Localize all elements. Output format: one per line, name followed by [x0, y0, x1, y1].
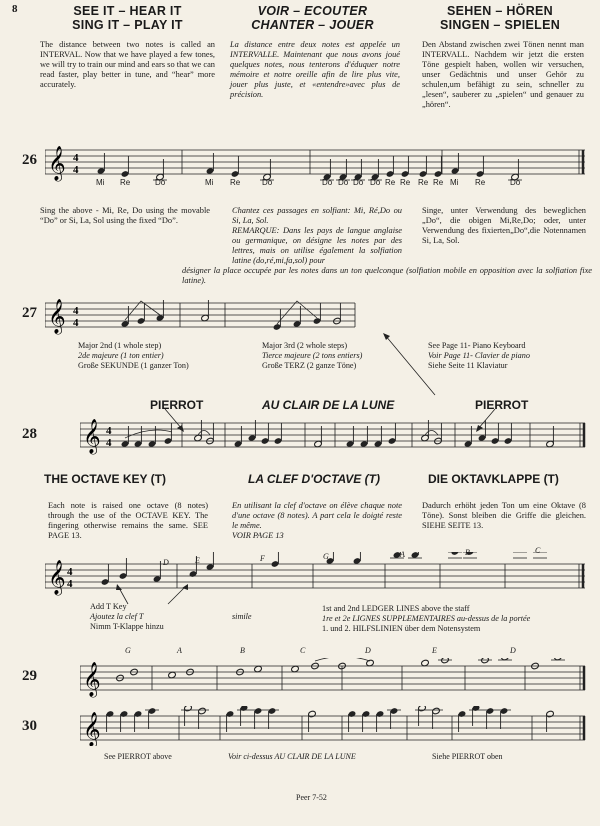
octave-note-name: F — [260, 554, 265, 563]
solfege-syllable: Do — [338, 178, 349, 187]
solfege-syllable: Mi — [450, 178, 459, 187]
octave-text-de: Dadurch erhöht jeden Ton um eine Oktave (8 Töne). Sonst bleiben die Griffe die gleichen. SIEHE SEITE 13. — [422, 501, 586, 530]
pierrot-title-right: PIERROT — [475, 398, 529, 412]
tie — [425, 431, 438, 436]
example-number-27: 27 — [22, 305, 37, 321]
svg-text:4: 4 — [73, 305, 79, 317]
staff-29 — [80, 658, 590, 698]
note-names-29 — [80, 646, 590, 660]
solfege-syllable: Re — [400, 178, 411, 187]
caption-major-2nd-de: Große SEKUNDE (1 ganzer Ton) — [78, 361, 189, 370]
caption-major-2nd-en: Major 2nd (1 whole step) — [78, 341, 162, 350]
de-title-line1: SEHEN – HÖREN — [446, 4, 553, 18]
octave-text-fr-body: En utilisant la clef d'octave on élève chaque note d'une octave (8 notes). A part cela le doigté reste le même. — [232, 501, 402, 530]
octave-key-title-de: DIE OKTAVKLAPPE (T) — [428, 472, 559, 486]
ledger-lines-de: 1. und 2. HILFSLINIEN über dem Notensystem — [322, 624, 481, 633]
add-t-key-en: Add T Key — [90, 602, 127, 611]
example-number-28: 28 — [22, 426, 37, 442]
en-title-line1: SEE IT – HEAR IT — [73, 4, 182, 18]
solfege-syllable: Mi — [205, 178, 214, 187]
caption-major-3rd-de: Große TERZ (2 ganze Töne) — [262, 361, 357, 370]
de-intro-text: Den Abstand zwischen zwei Tönen nennt man INTERVALL. Nachdem wir jetzt die ersten Töne gespielt haben, wollen wir versuchen, unser Gedächtnis und unser Gehör zu schulen,um befähigt zu sein, schneller zu „lesen“, sauberer zu „spielen“ und genauer zu „hören“. — [422, 40, 584, 109]
footnote-en: See PIERROT above — [104, 752, 172, 761]
ledger-lines-en: 1st and 2nd LEDGER LINES above the staff — [322, 604, 470, 613]
caption-piano-de: Siehe Seite 11 Klaviatur — [428, 361, 508, 370]
svg-text:𝄞: 𝄞 — [83, 713, 101, 746]
note-name-29: C — [300, 646, 306, 655]
solfege-syllable: Do — [155, 178, 166, 187]
ledger-lines-label — [322, 604, 590, 634]
footnote-fr: Voir ci-dessus AU CLAIR DE LA LUNE — [228, 752, 356, 761]
arrow-to-piano — [380, 330, 440, 400]
svg-text:𝄞: 𝄞 — [83, 663, 101, 696]
fr-sing-text-3: désigner la place occupée par les notes dans un ton quelconque (solfiation mobile en opposition avec la solfiation fixe latine). — [182, 266, 592, 285]
fr-title-line1: VOIR – ECOUTER — [257, 4, 368, 18]
publisher-footer: Peer 7-52 — [296, 793, 327, 802]
solfege-syllable: Re — [475, 178, 486, 187]
en-sing-text: Sing the above - Mi, Re, Do using the movable “Do” or Si, La, Sol using the fixed “Do”. — [40, 206, 210, 225]
syllables-26 — [45, 178, 590, 190]
solfege-syllable: Do — [353, 178, 364, 187]
svg-text:4: 4 — [73, 152, 79, 164]
octave-text-en: Each note is raised one octave (8 notes) through the use of the OCTAVE KEY. The fingering otherwise remains the same. SEE PAGE 13. — [48, 501, 208, 540]
caption-piano-fr: Voir Page 11- Clavier de piano — [428, 351, 530, 360]
svg-text:𝄞: 𝄞 — [48, 561, 66, 594]
de-title — [414, 4, 586, 32]
solfege-syllable: Do — [370, 178, 381, 187]
staff-30 — [80, 706, 590, 746]
add-t-key-fr: Ajoutez la clef T — [90, 612, 144, 621]
de-sing-text: Singe, unter Verwendung des beweglichen „Do“, die obigen Mi,Re,Do; oder, unter Verwendung des fixierten„Do“,die Notennamen Si, La, Sol. — [422, 206, 586, 245]
staff-28 — [80, 418, 590, 458]
ledger-lines-fr: 1re et 2e LIGNES SUPPLEMENTAIRES au-dessus de la portée — [322, 614, 531, 623]
svg-text:4: 4 — [73, 164, 79, 176]
octave-note-name: A — [400, 550, 405, 559]
note-name-29: D — [365, 646, 371, 655]
notes-26 — [97, 153, 522, 181]
octave-text-fr-page: VOIR PAGE 13 — [232, 531, 284, 540]
example-number-29: 29 — [22, 668, 37, 684]
example-number-30: 30 — [22, 718, 37, 734]
fr-intro-text: La distance entre deux notes est appelée un INTERVALLE. Maintenant que nous avons joué quelques notes, nous tenterons d'éduquer notre mémoire et notre oreille afin de lire plus vite, jouer plus juste, et «entendre»avec plus de précision. — [230, 40, 400, 99]
staff-27 — [45, 298, 365, 338]
svg-text:𝄞: 𝄞 — [83, 420, 101, 453]
svg-text:4: 4 — [67, 578, 73, 590]
caption-piano-keyboard — [428, 341, 588, 371]
octave-note-name: G — [323, 552, 329, 561]
note-name-29: E — [432, 646, 437, 655]
caption-major-3rd-en: Major 3rd (2 whole steps) — [262, 341, 348, 350]
note-name-29: A — [177, 646, 182, 655]
fr-title-line2: CHANTER – JOUER — [251, 18, 374, 32]
svg-text:4: 4 — [106, 425, 112, 437]
svg-text:𝄞: 𝄞 — [48, 300, 66, 333]
octave-text-fr — [232, 501, 402, 541]
fr-sing-text-1: Chantez ces passages en solfiant: Mi, Ré,Do ou Si, La, Sol. — [232, 206, 402, 225]
solfege-syllable: Do — [322, 178, 333, 187]
octave-key-title-fr: LA CLEF D'OCTAVE (T) — [248, 472, 380, 486]
caption-major-2nd-fr: 2de majeure (1 ton entier) — [78, 351, 164, 360]
fr-title — [225, 4, 400, 32]
solfege-syllable: Do — [262, 178, 273, 187]
solfege-syllable: Re — [433, 178, 444, 187]
octave-note-name: B — [465, 548, 470, 557]
note-name-29: G — [125, 646, 131, 655]
en-intro-text: The distance between two notes is called an INTERVAL. Now that we have played a few tones, we will try to train our mind and ears so that we can read faster, play better in tune, and “hear” more accurately. — [40, 40, 215, 89]
arrow-pierrot-right — [470, 404, 500, 434]
page-number: 8 — [12, 3, 18, 15]
solfege-syllable: Do — [510, 178, 521, 187]
octave-note-names — [45, 546, 590, 572]
en-title-line2: SING IT – PLAY IT — [72, 18, 183, 32]
caption-major-2nd — [78, 341, 238, 371]
svg-text:4: 4 — [106, 437, 112, 449]
solfege-syllable: Re — [230, 178, 241, 187]
footnote-de: Siehe PIERROT oben — [432, 752, 503, 761]
pierrot-title-left: PIERROT — [150, 398, 204, 412]
note-name-29: B — [240, 646, 245, 655]
caption-major-3rd-fr: Tierce majeure (2 tons entiers) — [262, 351, 363, 360]
add-t-arrows — [108, 582, 198, 612]
simile-label: simile — [232, 612, 252, 621]
tie — [198, 431, 210, 436]
add-t-key-de: Nimm T-Klappe hinzu — [90, 622, 164, 631]
au-clair-title: AU CLAIR DE LA LUNE — [262, 398, 395, 412]
solfege-syllable: Re — [418, 178, 429, 187]
octave-note-name: E — [195, 556, 200, 565]
solfege-syllable: Mi — [96, 178, 105, 187]
arrow-pierrot-left — [160, 404, 190, 434]
note-name-29: D — [510, 646, 516, 655]
octave-note-name: D — [163, 558, 169, 567]
de-title-line2: SINGEN – SPIELEN — [439, 18, 561, 32]
caption-piano-en: See Page 11- Piano Keyboard — [428, 341, 526, 350]
example-number-26: 26 — [22, 152, 37, 168]
octave-key-title-en: THE OCTAVE KEY (T) — [44, 472, 167, 486]
en-title — [40, 4, 215, 32]
fr-sing-text-2: REMARQUE: Dans les pays de langue anglaise ou germanique, on désigne les notes par des lettres, mais on utilise également la solfiation latine (do,ré,mi,fa,sol) pour — [232, 226, 402, 265]
solfege-syllable: Re — [385, 178, 396, 187]
svg-text:4: 4 — [67, 566, 73, 578]
solfege-syllable: Re — [120, 178, 131, 187]
svg-text:4: 4 — [73, 317, 79, 329]
treble-clef-icon: 𝄞 — [48, 147, 66, 180]
octave-note-name: C — [535, 546, 541, 555]
